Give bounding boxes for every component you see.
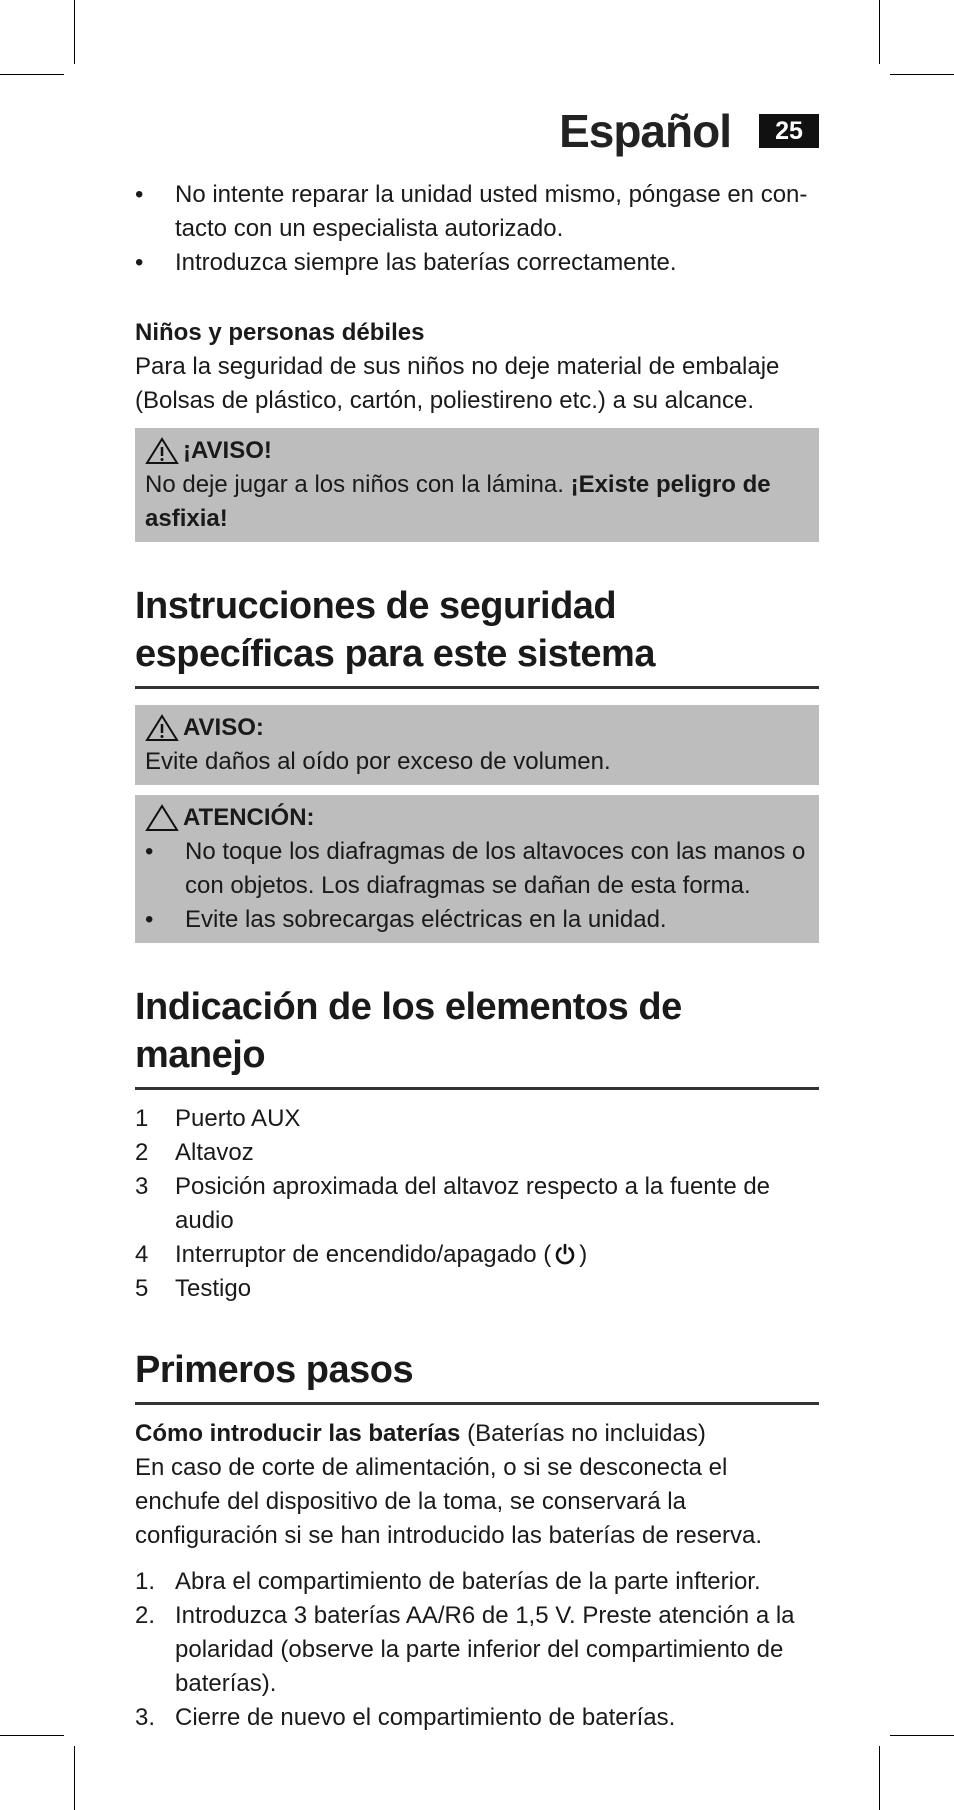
- section-title-safety: Instrucciones de seguridad específicas para este sistema: [135, 582, 819, 689]
- warning-body: No deje jugar a los niños con la lámina.: [145, 471, 571, 498]
- item-number: 1: [135, 1105, 149, 1132]
- section-title-first-steps: Primeros pasos: [135, 1346, 819, 1405]
- list-item: [135, 1102, 819, 1136]
- item-label: Posición aproximada del altavoz respecto a la fuente de audio: [175, 1173, 771, 1234]
- warning-title-row: [145, 434, 809, 468]
- list-item: • Introduzca siempre las baterías correctamente.: [135, 246, 819, 280]
- list-item: [135, 1170, 819, 1238]
- caution-triangle-icon: [145, 804, 179, 832]
- language-title: Español: [559, 105, 731, 157]
- warning-triangle-icon: [145, 437, 179, 465]
- attention-list: [145, 835, 809, 937]
- attention-title: ATENCIÓN:: [183, 804, 315, 831]
- list-item: [135, 1565, 819, 1599]
- list-item: [135, 1701, 819, 1735]
- crop-mark: [879, 1746, 880, 1810]
- item-number: 5: [135, 1275, 149, 1302]
- step-number: 3.: [135, 1704, 156, 1731]
- warning-title: ¡AVISO!: [183, 437, 272, 464]
- list-item: [135, 1238, 819, 1272]
- item-number: 4: [135, 1241, 149, 1268]
- crop-mark: [74, 0, 75, 64]
- attention-title-row: [145, 801, 809, 835]
- batteries-heading-line: [135, 1417, 819, 1451]
- list-item: [135, 1272, 819, 1306]
- batteries-note: (Baterías no incluidas): [460, 1420, 706, 1447]
- crop-mark: [74, 1746, 75, 1810]
- steps-list: [135, 1565, 819, 1735]
- item-label: Testigo: [175, 1275, 252, 1302]
- item-label: Interruptor de encendido/apagado (: [175, 1241, 552, 1268]
- crop-mark: [890, 74, 954, 75]
- section-title-controls: Indicación de los elementos de manejo: [135, 983, 819, 1090]
- batteries-heading: Cómo introducir las baterías: [135, 1420, 461, 1447]
- list-item: [135, 1136, 819, 1170]
- warning-triangle-icon: [145, 714, 179, 742]
- step-text: Cierre de nuevo el compartimiento de baterías.: [175, 1704, 676, 1731]
- list-item: • No toque los diafragmas de los altavoces con las manos o con objetos. Los diafragmas se dañan de esta forma.: [145, 835, 809, 903]
- page-content: [135, 178, 819, 1735]
- crop-mark: [0, 74, 64, 75]
- item-label-end: ): [579, 1241, 588, 1268]
- crop-mark: [890, 1735, 954, 1736]
- warning-text: Evite daños al oído por exceso de volumen.: [145, 748, 611, 775]
- controls-list: [135, 1102, 819, 1306]
- warning-box: [135, 428, 819, 542]
- list-item: • Evite las sobrecargas eléctricas en la unidad.: [145, 903, 809, 937]
- list-item: [135, 1599, 819, 1701]
- step-text: Introduzca 3 baterías AA/R6 de 1,5 V. Preste atención a la polaridad (observe la parte inferior del compartimiento de baterías).: [175, 1602, 795, 1697]
- attention-box: [135, 795, 819, 943]
- crop-mark: [879, 0, 880, 64]
- step-text: Abra el compartimiento de baterías de la parte infterior.: [175, 1568, 761, 1595]
- page-number: 25: [759, 114, 819, 148]
- step-number: 2.: [135, 1602, 156, 1629]
- batteries-intro: En caso de corte de alimentación, o si se desconecta el enchufe del dispositivo de la toma, se conservará la configuración si se han introducido las baterías de reserva.: [135, 1454, 763, 1549]
- children-heading: Niños y personas débiles: [135, 319, 425, 346]
- children-text: Para la seguridad de sus niños no deje material de embalaje (Bolsas de plástico, cartón, poliestireno etc.) a su alcance.: [135, 353, 780, 414]
- item-label: Altavoz: [175, 1139, 254, 1166]
- page-header: [559, 104, 819, 158]
- item-number: 3: [135, 1173, 149, 1200]
- power-icon: [553, 1242, 577, 1266]
- step-number: 1.: [135, 1568, 156, 1595]
- crop-mark: [0, 1735, 64, 1736]
- list-item: • No intente reparar la unidad usted mismo, póngase en con-tacto con un especialista autorizado.: [135, 178, 819, 246]
- warning-title: AVISO:: [183, 714, 264, 741]
- volume-warning-box: [135, 705, 819, 785]
- top-bullet-list: [135, 178, 819, 280]
- warning-text: [145, 468, 809, 536]
- warning-emphasis: ¡Existe peligro de asfixia!: [145, 471, 771, 532]
- warning-title-row: [145, 711, 809, 745]
- item-label: Puerto AUX: [175, 1105, 301, 1132]
- item-number: 2: [135, 1139, 149, 1166]
